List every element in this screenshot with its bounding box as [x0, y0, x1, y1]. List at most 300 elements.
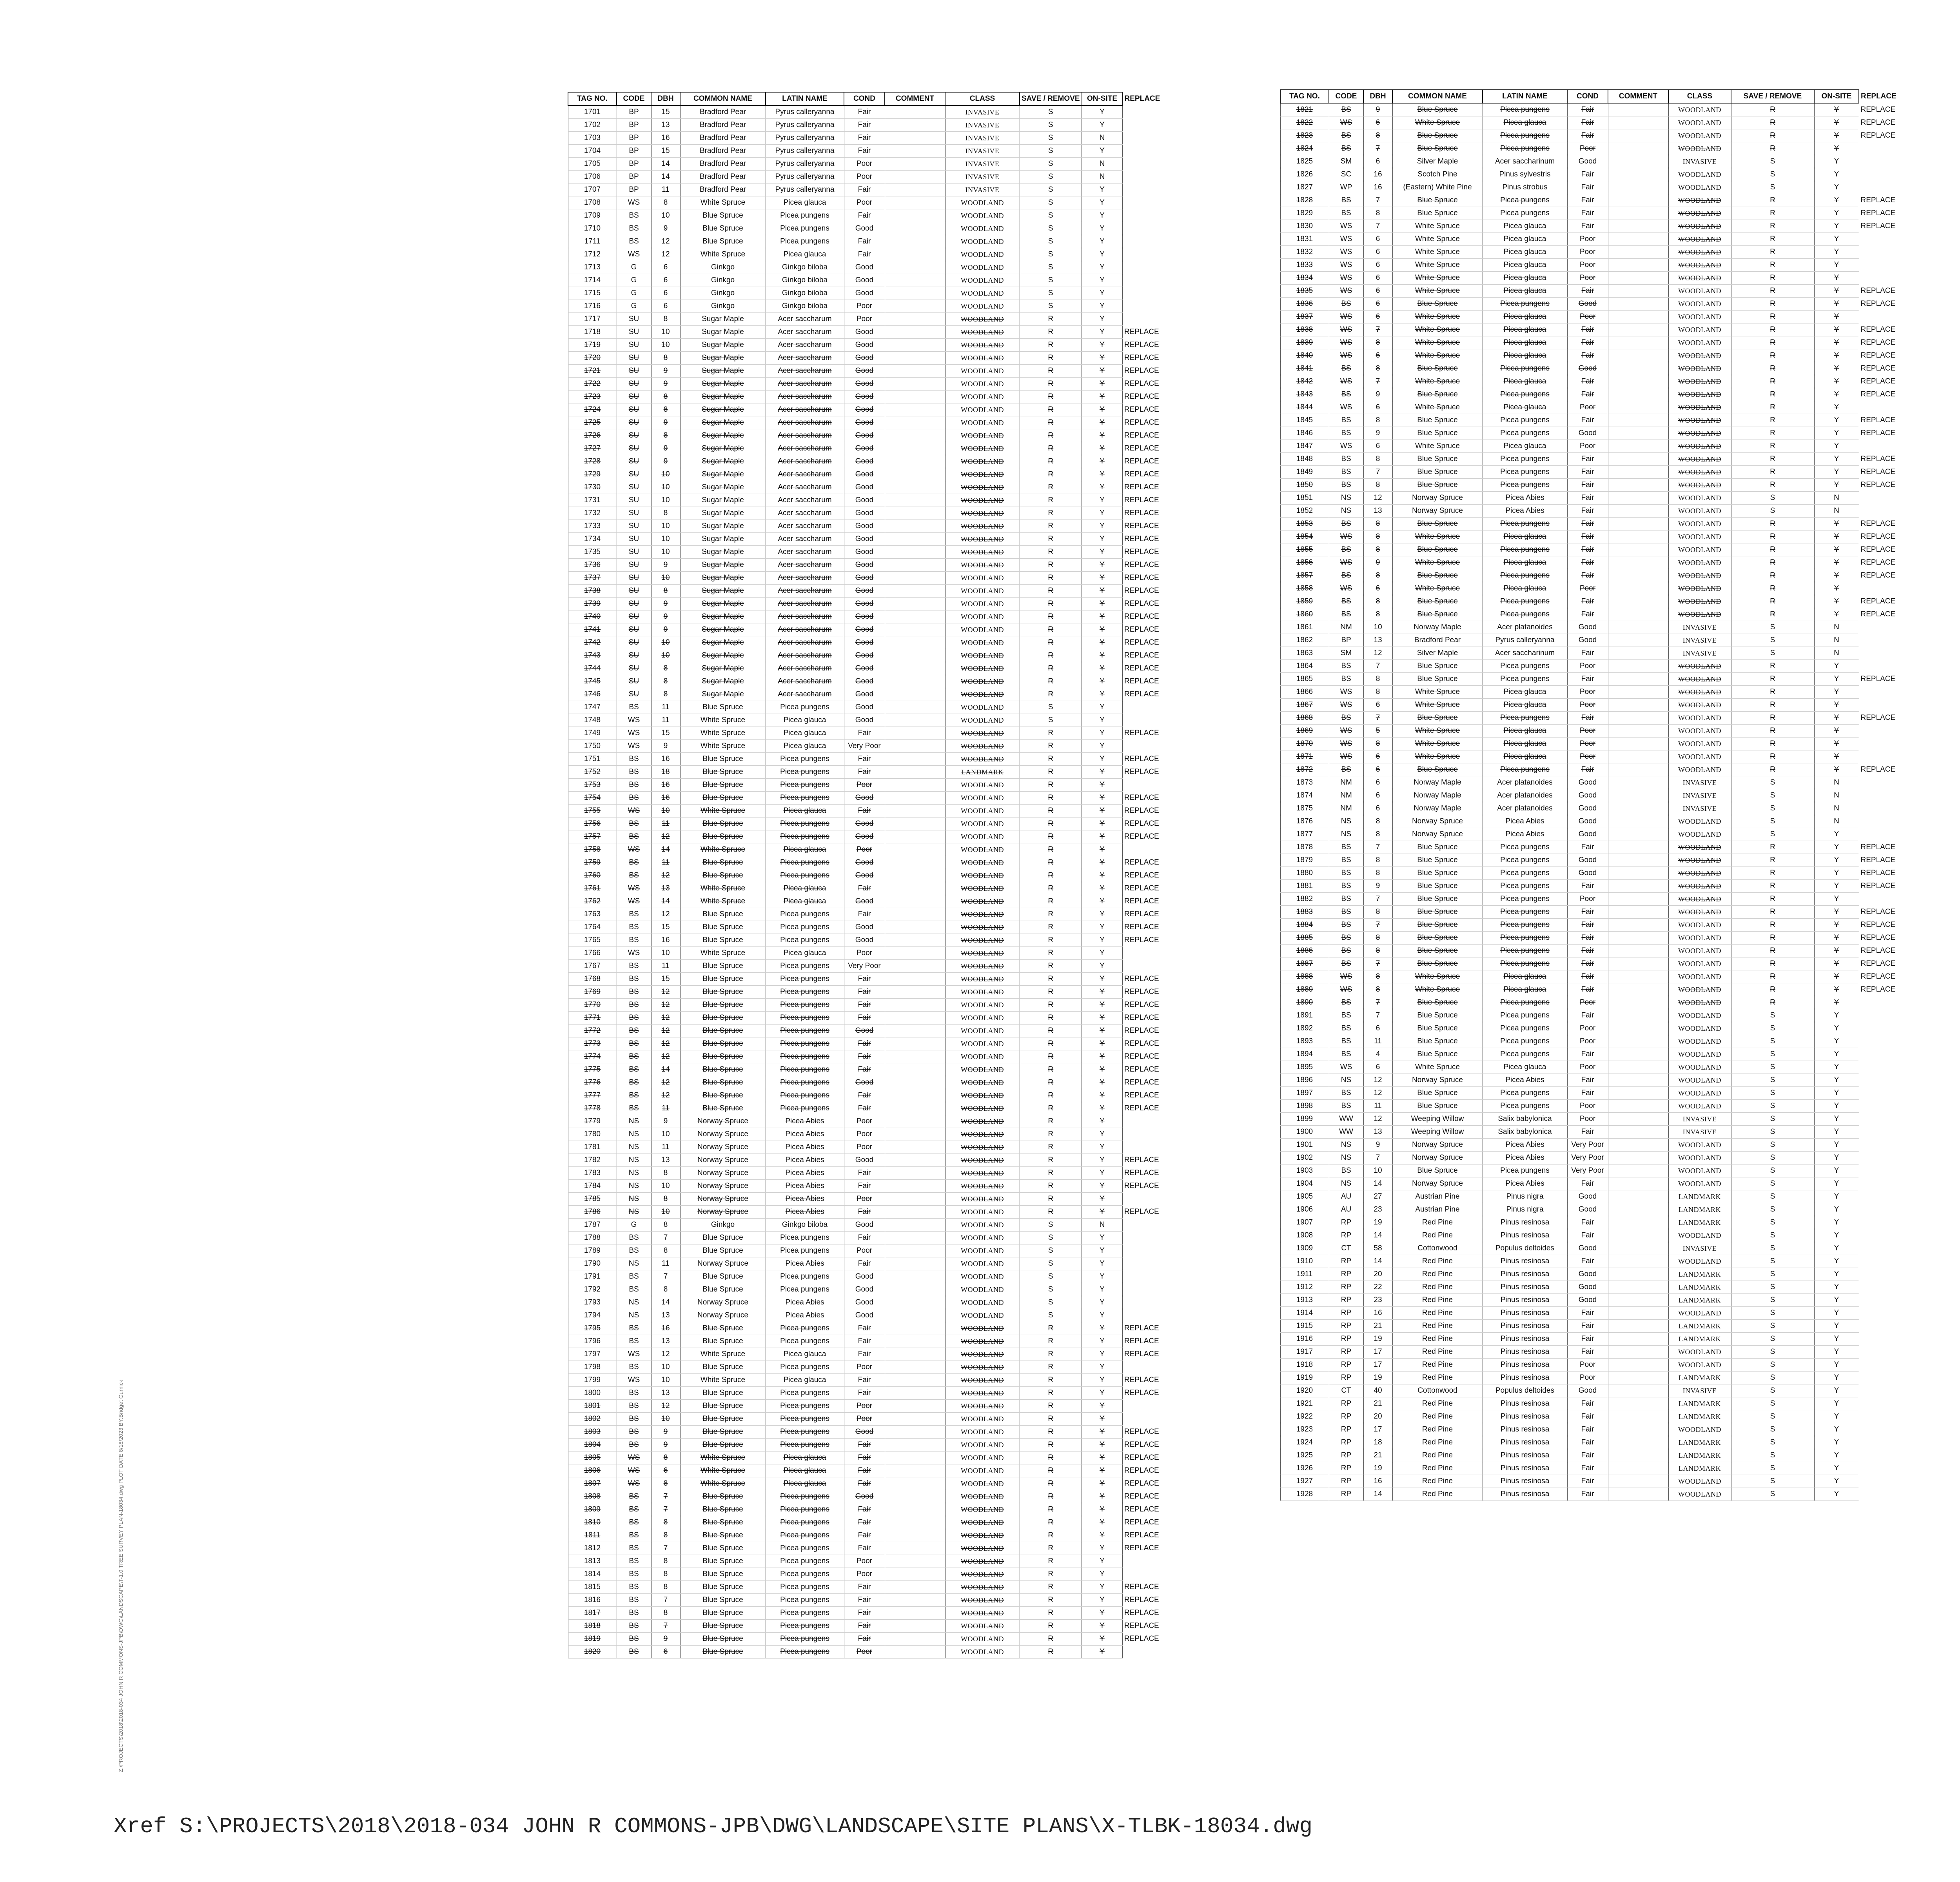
table-cell: 1775 — [568, 1063, 617, 1076]
table-cell — [1608, 867, 1668, 880]
table-cell: Picea glauca — [766, 1451, 844, 1464]
table-cell: 58 — [1363, 1242, 1392, 1255]
table-cell: Acer saccharum — [766, 429, 844, 442]
table-cell: WOODLAND — [1668, 246, 1731, 259]
table-cell: 15 — [651, 727, 680, 740]
table-cell: WS — [617, 895, 651, 908]
table-cell: Good — [844, 507, 885, 520]
table-cell: S — [1731, 1320, 1814, 1333]
table-cell: BS — [617, 1012, 651, 1025]
table-row — [568, 869, 1181, 882]
table-cell: Blue Spruce — [1392, 1035, 1483, 1048]
table-cell: LANDMARK — [945, 766, 1020, 779]
table-cell: LANDMARK — [1668, 1372, 1731, 1384]
table-cell: WS — [1329, 259, 1363, 272]
table-row — [1280, 194, 1918, 207]
table-cell — [885, 274, 945, 287]
table-row — [568, 326, 1181, 339]
table-cell: 8 — [1363, 932, 1392, 945]
table-cell: Y — [1082, 817, 1123, 830]
table-cell: 1922 — [1280, 1410, 1329, 1423]
table-row — [568, 895, 1181, 908]
table-cell: Picea Abies — [1483, 815, 1567, 828]
table-cell: Fair — [1567, 608, 1608, 621]
table-cell — [1859, 1449, 1918, 1462]
table-cell: R — [1020, 792, 1082, 805]
table-cell: Good — [844, 494, 885, 507]
table-cell: BS — [617, 960, 651, 973]
table-cell: 10 — [651, 481, 680, 494]
table-cell: WOODLAND — [945, 598, 1020, 610]
table-cell: Picea pungens — [766, 934, 844, 947]
table-cell: REPLACE — [1124, 1505, 1159, 1513]
column-header: CLASS — [1668, 90, 1731, 103]
table-cell: Bradford Pear — [680, 183, 766, 196]
table-cell: Poor — [1567, 233, 1608, 246]
table-cell: Y — [1082, 805, 1123, 817]
table-cell: 1854 — [1280, 530, 1329, 543]
table-cell: R — [1020, 1620, 1082, 1633]
table-cell: 1899 — [1280, 1113, 1329, 1126]
table-cell: SU — [617, 481, 651, 494]
table-cell — [1859, 1359, 1918, 1372]
table-cell: S — [1731, 802, 1814, 815]
table-cell: Picea Abies — [766, 1128, 844, 1141]
table-cell: Picea pungens — [766, 1607, 844, 1620]
table-cell: G — [617, 1219, 651, 1232]
table-cell — [1608, 168, 1668, 181]
table-cell: 16 — [651, 753, 680, 766]
table-cell: Y — [1082, 766, 1123, 779]
table-cell: 1874 — [1280, 789, 1329, 802]
table-cell: S — [1020, 287, 1082, 300]
table-cell: 1703 — [568, 132, 617, 145]
table-cell — [885, 688, 945, 701]
table-cell: Red Pine — [1392, 1462, 1483, 1475]
table-cell — [1859, 1268, 1918, 1281]
table-cell: Y — [1082, 1581, 1123, 1594]
table-cell: Sugar Maple — [680, 494, 766, 507]
table-cell — [885, 313, 945, 326]
table-cell: S — [1731, 1410, 1814, 1423]
table-cell: S — [1731, 1074, 1814, 1087]
table-cell: 8 — [1363, 983, 1392, 996]
table-cell: Poor — [1567, 401, 1608, 414]
table-cell: Acer saccharum — [766, 378, 844, 391]
table-cell: S — [1020, 1232, 1082, 1244]
table-cell: S — [1731, 1255, 1814, 1268]
table-cell: 6 — [1363, 776, 1392, 789]
table-cell: REPLACE — [1124, 470, 1159, 478]
table-cell: Blue Spruce — [680, 1490, 766, 1503]
table-cell: Picea pungens — [766, 1400, 844, 1413]
table-cell — [1608, 518, 1668, 530]
table-row — [568, 1322, 1181, 1335]
table-cell: BS — [617, 999, 651, 1012]
table-cell: BS — [617, 1542, 651, 1555]
table-cell: WOODLAND — [1668, 1307, 1731, 1320]
table-row — [1280, 1242, 1918, 1255]
table-cell: Acer saccharum — [766, 507, 844, 520]
table-row — [1280, 1164, 1918, 1177]
table-cell: Blue Spruce — [1392, 919, 1483, 932]
table-cell: Fair — [844, 986, 885, 999]
table-cell: Picea Abies — [766, 1154, 844, 1167]
table-cell: WOODLAND — [945, 869, 1020, 882]
table-cell: 1898 — [1280, 1100, 1329, 1113]
table-cell: WOODLAND — [945, 740, 1020, 753]
table-cell: REPLACE — [1124, 509, 1159, 517]
table-row — [1280, 802, 1918, 815]
table-cell: 1813 — [568, 1555, 617, 1568]
table-cell: White Spruce — [680, 1451, 766, 1464]
table-cell: White Spruce — [680, 727, 766, 740]
table-cell: Picea glauca — [1483, 970, 1567, 983]
table-cell: REPLACE — [1124, 1104, 1159, 1112]
table-cell: 10 — [1363, 1164, 1392, 1177]
table-cell: 27 — [1363, 1190, 1392, 1203]
table-cell — [885, 300, 945, 313]
table-cell: 1759 — [568, 856, 617, 869]
table-cell — [885, 158, 945, 171]
table-row — [1280, 272, 1918, 285]
table-cell: Y — [1814, 1242, 1859, 1255]
table-cell: WOODLAND — [945, 339, 1020, 352]
table-cell: Y — [1814, 1164, 1859, 1177]
table-cell: Blue Spruce — [680, 1516, 766, 1529]
table-cell: R — [1020, 934, 1082, 947]
table-cell: 1912 — [1280, 1281, 1329, 1294]
table-cell: S — [1020, 158, 1082, 171]
table-cell — [1608, 712, 1668, 725]
table-cell: Blue Spruce — [1392, 595, 1483, 608]
table-cell: S — [1020, 145, 1082, 158]
table-cell: Picea pungens — [1483, 906, 1567, 919]
table-cell: N — [1814, 815, 1859, 828]
table-cell: Blue Spruce — [680, 1076, 766, 1089]
table-cell: Picea pungens — [766, 1025, 844, 1037]
table-cell — [885, 1115, 945, 1128]
table-cell: 1914 — [1280, 1307, 1329, 1320]
table-row — [1280, 116, 1918, 129]
table-cell: R — [1731, 427, 1814, 440]
table-cell: WOODLAND — [945, 287, 1020, 300]
table-cell: REPLACE — [1860, 429, 1896, 437]
table-cell: Picea glauca — [1483, 323, 1567, 336]
table-cell: Y — [1814, 1203, 1859, 1216]
table-cell: 1722 — [568, 378, 617, 391]
table-cell: BS — [1329, 957, 1363, 970]
table-cell: Y — [1082, 908, 1123, 921]
table-cell: 14 — [651, 1063, 680, 1076]
table-cell: R — [1020, 455, 1082, 468]
table-cell: 11 — [1363, 1035, 1392, 1048]
table-cell: Y — [1082, 882, 1123, 895]
table-cell: WS — [1329, 220, 1363, 233]
table-cell: Fair — [844, 1594, 885, 1607]
table-cell: Blue Spruce — [1392, 1164, 1483, 1177]
table-cell: 1884 — [1280, 919, 1329, 932]
table-cell: WOODLAND — [945, 300, 1020, 313]
table-cell: 1765 — [568, 934, 617, 947]
table-row — [568, 494, 1181, 507]
table-cell: Picea pungens — [766, 1387, 844, 1400]
table-row — [568, 1607, 1181, 1620]
table-cell: 1923 — [1280, 1423, 1329, 1436]
table-cell: Pinus resinosa — [1483, 1397, 1567, 1410]
table-cell: Ginkgo biloba — [766, 261, 844, 274]
table-cell: Y — [1082, 274, 1123, 287]
table-cell: BS — [1329, 1087, 1363, 1100]
table-cell — [1123, 1555, 1181, 1568]
table-cell — [1608, 1035, 1668, 1048]
table-cell: RP — [1329, 1372, 1363, 1384]
table-cell: R — [1731, 272, 1814, 285]
table-cell: REPLACE — [1124, 1337, 1159, 1345]
table-cell: WS — [1329, 233, 1363, 246]
table-cell: 1837 — [1280, 311, 1329, 323]
table-cell: R — [1020, 662, 1082, 675]
table-row — [568, 378, 1181, 391]
table-cell — [1608, 440, 1668, 453]
table-cell: Red Pine — [1392, 1320, 1483, 1333]
table-cell: REPLACE — [1860, 351, 1896, 360]
table-cell: R — [1020, 1076, 1082, 1089]
table-cell: Y — [1814, 725, 1859, 738]
table-cell: WOODLAND — [945, 1219, 1020, 1232]
table-cell: R — [1020, 326, 1082, 339]
table-cell: R — [1020, 986, 1082, 999]
table-cell — [885, 1387, 945, 1400]
table-cell: Acer saccharum — [766, 468, 844, 481]
table-cell — [1608, 699, 1668, 712]
table-cell: WOODLAND — [945, 636, 1020, 649]
table-cell: Y — [1082, 235, 1123, 248]
table-cell: Fair — [1567, 647, 1608, 660]
table-cell: Acer saccharum — [766, 636, 844, 649]
table-cell: Good — [1567, 1268, 1608, 1281]
table-cell: WS — [1329, 530, 1363, 543]
table-cell: 8 — [651, 1568, 680, 1581]
table-row — [568, 1646, 1181, 1659]
table-row — [568, 973, 1181, 986]
table-cell: BS — [1329, 103, 1363, 116]
table-cell: Picea pungens — [1483, 1100, 1567, 1113]
table-cell: 1881 — [1280, 880, 1329, 893]
table-cell: Poor — [1567, 1372, 1608, 1384]
table-cell: S — [1731, 621, 1814, 634]
table-cell: Picea pungens — [1483, 673, 1567, 686]
table-cell: 1876 — [1280, 815, 1329, 828]
table-cell: Blue Spruce — [1392, 194, 1483, 207]
table-cell — [1859, 440, 1918, 453]
table-cell: 1706 — [568, 171, 617, 183]
table-cell: RP — [1329, 1229, 1363, 1242]
table-cell: Fair — [1567, 1423, 1608, 1436]
table-cell: White Spruce — [1392, 233, 1483, 246]
table-cell: Ginkgo biloba — [766, 300, 844, 313]
table-cell: Y — [1814, 686, 1859, 699]
table-cell: WOODLAND — [945, 688, 1020, 701]
table-cell — [1859, 1139, 1918, 1152]
table-cell: G — [617, 261, 651, 274]
table-cell: Fair — [1567, 116, 1608, 129]
table-cell — [1608, 375, 1668, 388]
table-cell: WOODLAND — [1668, 983, 1731, 996]
table-cell: Y — [1082, 1594, 1123, 1607]
table-header — [1280, 90, 1918, 103]
table-cell: BS — [1329, 893, 1363, 906]
table-cell — [885, 1620, 945, 1633]
table-cell: Blue Spruce — [680, 1232, 766, 1244]
table-cell: WOODLAND — [945, 714, 1020, 727]
table-cell: INVASIVE — [1668, 621, 1731, 634]
table-cell — [1859, 1177, 1918, 1190]
table-row — [568, 714, 1181, 727]
table-cell: WS — [1329, 750, 1363, 763]
table-cell: Pinus resinosa — [1483, 1436, 1567, 1449]
table-cell: 1784 — [568, 1180, 617, 1193]
column-header: COMMENT — [1608, 90, 1668, 103]
table-cell: R — [1731, 893, 1814, 906]
table-cell: Blue Spruce — [680, 1542, 766, 1555]
table-cell: WOODLAND — [945, 481, 1020, 494]
table-cell: Y — [1082, 1115, 1123, 1128]
table-cell: SU — [617, 559, 651, 572]
table-cell: Blue Spruce — [680, 869, 766, 882]
table-cell: Picea pungens — [766, 222, 844, 235]
table-cell: Picea pungens — [766, 753, 844, 766]
table-cell: WOODLAND — [1668, 1048, 1731, 1061]
table-cell: Y — [1082, 559, 1123, 572]
table-cell: WOODLAND — [1668, 815, 1731, 828]
table-row — [568, 1076, 1181, 1089]
table-cell: BS — [617, 1037, 651, 1050]
table-cell: WOODLAND — [1668, 479, 1731, 492]
table-row — [568, 753, 1181, 766]
table-cell: Y — [1814, 155, 1859, 168]
table-cell: Poor — [1567, 750, 1608, 763]
table-cell: Y — [1082, 572, 1123, 585]
table-cell: Y — [1082, 1270, 1123, 1283]
table-cell — [1123, 1128, 1181, 1141]
table-cell: Picea Abies — [1483, 1177, 1567, 1190]
table-cell: 1887 — [1280, 957, 1329, 970]
table-cell: 1728 — [568, 455, 617, 468]
table-cell: Y — [1814, 259, 1859, 272]
table-cell: 1808 — [568, 1490, 617, 1503]
table-cell: BS — [617, 701, 651, 714]
table-cell: Sugar Maple — [680, 675, 766, 688]
table-cell: REPLACE — [1124, 638, 1159, 647]
table-cell: R — [1020, 805, 1082, 817]
table-cell: 11 — [651, 1102, 680, 1115]
table-row — [568, 1348, 1181, 1361]
table-cell: Norway Spruce — [680, 1206, 766, 1219]
table-cell: 6 — [1363, 285, 1392, 298]
table-cell: BS — [617, 1400, 651, 1413]
table-cell — [1859, 1009, 1918, 1022]
table-cell: N — [1082, 158, 1123, 171]
table-cell: Fair — [844, 209, 885, 222]
table-cell: BS — [617, 1490, 651, 1503]
table-cell: S — [1020, 183, 1082, 196]
table-cell — [1859, 815, 1918, 828]
table-cell: 1891 — [1280, 1009, 1329, 1022]
table-cell — [1608, 492, 1668, 505]
table-cell: Ginkgo — [680, 274, 766, 287]
table-cell — [885, 598, 945, 610]
table-cell — [885, 1464, 945, 1477]
table-cell: Poor — [1567, 582, 1608, 595]
table-cell: 8 — [1363, 608, 1392, 621]
table-cell: Sugar Maple — [680, 507, 766, 520]
table-cell: R — [1731, 686, 1814, 699]
table-cell: Y — [1082, 779, 1123, 792]
table-cell: Y — [1814, 1333, 1859, 1346]
table-cell: Blue Spruce — [1392, 957, 1483, 970]
table-cell: 8 — [651, 1581, 680, 1594]
table-cell: 12 — [651, 1089, 680, 1102]
table-cell: REPLACE — [1124, 1001, 1159, 1009]
table-cell: NS — [1329, 815, 1363, 828]
table-cell — [885, 1451, 945, 1464]
table-cell: 10 — [651, 209, 680, 222]
table-cell: 1802 — [568, 1413, 617, 1426]
table-cell: 10 — [651, 520, 680, 533]
table-cell — [885, 1400, 945, 1413]
table-cell: 1814 — [568, 1568, 617, 1581]
table-cell: Poor — [844, 1361, 885, 1374]
table-cell: Picea pungens — [1483, 388, 1567, 401]
table-cell: 16 — [1363, 1307, 1392, 1320]
table-cell: 1901 — [1280, 1139, 1329, 1152]
table-cell — [1608, 673, 1668, 686]
table-cell: WOODLAND — [1668, 725, 1731, 738]
table-cell: Fair — [844, 145, 885, 158]
table-cell — [1859, 1333, 1918, 1346]
table-cell — [885, 339, 945, 352]
table-cell: REPLACE — [1124, 561, 1159, 569]
table-cell: RP — [1329, 1397, 1363, 1410]
table-cell — [885, 1607, 945, 1620]
table-cell: R — [1020, 947, 1082, 960]
table-cell: R — [1020, 585, 1082, 598]
table-cell: REPLACE — [1124, 1039, 1159, 1048]
table-cell: 1794 — [568, 1309, 617, 1322]
table-cell: WOODLAND — [945, 1296, 1020, 1309]
table-cell: REPLACE — [1860, 675, 1896, 683]
table-cell: 8 — [1363, 945, 1392, 957]
table-cell: Fair — [844, 248, 885, 261]
table-cell — [1859, 311, 1918, 323]
table-cell: 1793 — [568, 1296, 617, 1309]
table-cell: Y — [1082, 248, 1123, 261]
table-cell: Good — [844, 429, 885, 442]
table-cell — [1859, 893, 1918, 906]
table-cell: 8 — [651, 1451, 680, 1464]
table-row — [1280, 181, 1918, 194]
table-cell: Pinus resinosa — [1483, 1255, 1567, 1268]
table-cell: White Spruce — [680, 196, 766, 209]
table-cell: Y — [1082, 261, 1123, 274]
table-cell: Y — [1082, 688, 1123, 701]
table-cell: R — [1020, 1490, 1082, 1503]
table-cell: Y — [1082, 196, 1123, 209]
table-row — [568, 766, 1181, 779]
table-cell: Very Poor — [1567, 1139, 1608, 1152]
table-cell: Y — [1814, 181, 1859, 194]
